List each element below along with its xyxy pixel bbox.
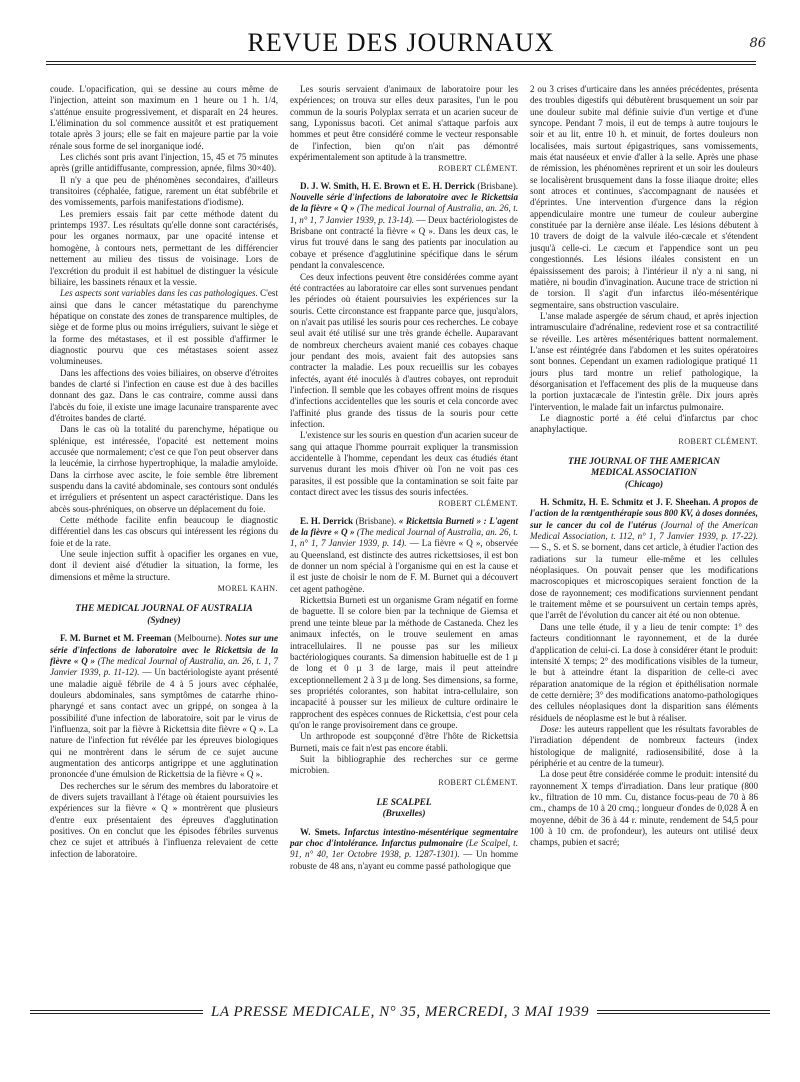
article-authors: W. Smets. <box>300 826 341 837</box>
article-reference: (The medical Journal of Australia, an. 26, t. 1, 7 Janvier 1939, p. 11-12). <box>50 655 278 678</box>
header-rule-double <box>46 64 756 65</box>
journal-title-line1: THE JOURNAL OF THE AMERICAN <box>567 457 721 467</box>
article-reference: (Le Scalpel, t. 91, n° 40, 1er Octobre 1938, p. 1287-1301). <box>290 838 518 860</box>
paragraph: Dans le cas où la totalité du parenchyme, hépatique ou splénique, est intéressée, l'opacité est nettement moins accusée que normalement; c'est ce que l'on peut observer dans la leucémie, la cirrhose hypertrophique, la maladie amyloïde. Dans la cirrhose avec ascite, le foie semble être librement suspendu dans la cavité abdominale, ses contours sont ondulés et irréguliers et présentent un aspect caractéristique. Dans les abcès sous-phréniques, on observe un déplacement du foie. <box>50 424 278 514</box>
signature: ROBERT CLÉMENT. <box>438 164 518 174</box>
article-entry <box>530 497 758 622</box>
paragraph: Il n'y a que peu de phénomènes secondaires, d'ailleurs transitoires (céphalée, fatigue, rarement un état subfébrile et des vomissements, parfois manifestations d'iodisme). <box>50 174 278 208</box>
paragraph: Suit la bibliographie des recherches sur ce germe microbien. <box>290 753 518 776</box>
paragraph: Des recherches sur le sérum des membres du laboratoire et de divers sujets travaillant à l'étage où étaient poursuivies les expériences sur la fièvre « Q » montrèrent que plusieurs d'entre eux présentaient des épreuves d'agglutination positives. On en conclut que les épisodes fébriles survenus chez ce sujet et attribués à l'influenza relevaient de cette infection de laboratoire. <box>50 780 278 859</box>
signature: ROBERT CLÉMENT. <box>438 777 518 787</box>
column-1 <box>50 84 278 860</box>
paragraph-text: les auteurs rappellent que les résultats favorables de l'irradiation dépendent de nombreux facteurs (index histologique de malignité, radiosensibilité, dose à la périphérie et au centre de la tumeur). <box>530 723 758 768</box>
journal-section-title: REVUE DES JOURNAUX <box>247 28 555 57</box>
article-title: Infarctus intestino-mésentérique segmentaire par choc d'intolérance. Infarctus pulmonaire <box>290 826 518 848</box>
journal-title: THE MEDICAL JOURNAL OF AUSTRALIA <box>75 604 253 615</box>
header-rule <box>46 61 756 62</box>
article-affiliation: (Brisbane). <box>474 180 518 191</box>
paragraph: La dose peut être considérée comme le produit: intensité du rayonnement X temps d'irradiation. Dans leur pratique (800 kv., filtration de 10 mm. Cu, distance focus-peau de 70 à 86 cm., champs de 10 à 20 cmq.; longueur d'ondes de 0,028 Å en moyenne, débit de 36 à 44 r. minute, rendement de 54,5 pour 100 à 10 cm. de profondeur), les auteurs ont utilisé deux champs, pubien et sacré; <box>530 769 758 848</box>
paragraph <box>50 288 278 367</box>
paragraph: Un arthropode est soupçonné d'être l'hôte de Rickettsia Burneti, mais ce fait n'est pas encore établi. <box>290 731 518 753</box>
signature: ROBERT CLÉMENT. <box>678 436 758 446</box>
paragraph: Ces deux infections peuvent être considérées comme ayant été contractées au laboratoire car elles sont survenues pendant les périodes où étaient poursuivies les expériences sur la souris. Cette circonstance est frappante parce que, jusqu'alors, on n'avait pas utilisé les souris pour ces recherches. Le cobaye seul avait été utilisé sur une très grande échelle. Auparavant de nombreux chercheurs avaient manié ces cobayes chaque jour pendant des mois, avaient fait des autopsies sans contracter la maladie. Les poux recueillis sur les cobayes infectés, ayant été inoculés à d'autres cobayes, ont reproduit l'infection. Il semble que les cobayes offrent moins de risques d'infections accidentelles que les souris et cela concorde avec l'affinité plus grande des tissus de la souris pour cette infection. <box>290 271 518 429</box>
article-entry <box>50 633 278 780</box>
footer <box>30 1004 770 1034</box>
paragraph <box>530 724 758 769</box>
article-affiliation: (Melbourne). <box>171 633 226 644</box>
journal-city: (Chicago) <box>624 479 664 490</box>
column-3 <box>530 84 758 849</box>
article-entry <box>290 181 518 272</box>
article-affiliation: (Brisbane). <box>353 515 399 526</box>
article-title: Notes sur une série d'infections de laboratoire avec le Rickettsia de la fièvre « Q » <box>50 633 278 666</box>
journal-heading <box>290 798 518 821</box>
journal-heading <box>530 457 758 491</box>
article-authors: E. H. Derrick <box>300 515 354 526</box>
article-text: — Deux bactériologistes de Brisbane ont contracté la fièvre « Q ». Dans les deux cas, le virus fut trouvé dans le sang des patients par inoculation au cobaye et présence d'agglutinine spécifique dans le sérum pendant la convalescence. <box>290 214 518 271</box>
journal-title: LE SCALPEL <box>376 797 432 808</box>
paragraph: Les souris servaient d'animaux de laboratoire pour les expériences; on trouva sur elles deux parasites, l'un le pou commun de la souris Polyplax serrata et un acarien suceur de sang, Lyponissus bacoti. Cet animal s'attaque parfois aux hommes et peut être considéré comme le vecteur responsable de l'infection, bien qu'on n'ait pas démontré expérimentalement son aptitude à la transmettre. <box>290 84 518 163</box>
journal-city: (Bruxelles) <box>382 809 426 820</box>
article-text: — S., S. et S. se bornent, dans cet article, à étudier l'action des radiations sur la tumeur elle-même et les cellules néoplasiques. On pouvait penser que les modifications macroscopiques et microscopiques seraient fonction de la dose de rayonnement; ces modifications surviennent pendant le traitement même et se poursuivent un certain temps après, que l'arrêt de l'évolution du cancer ait été ou non obtenue. <box>530 542 758 621</box>
paragraph: Dans les affections des voies biliaires, on observe d'étroites bandes de clarté si l'infection en cause est due à des bacilles donnant des gaz. Dans le cas contraire, comme aussi dans l'abcès du foie, il existe une image lacunaire transparente avec d'étroites bandes de clarté. <box>50 367 278 423</box>
article-title: A propos de l'action de la rœntgenthérapie sous 800 KV, à doses données, sur le cancer du col de l'utérus <box>530 497 758 530</box>
paragraph: Rickettsia Burneti est un organisme Gram négatif en forme de baguette. Il se colore bien par la technique de Giemsa et prend une teinte bleue par la méthode de Castaneda. Chez les animaux infectés, on le trouve seulement en amas intracellulaires. Il ne pousse pas sur les milieux bactériologiques courants. Sa dimension habituelle est de 1 µ de long et 0 µ 3 de large, mais il peut atteindre exceptionnellement 2 à 3 µ de long. Ses dimensions, sa forme, ses propriétés colorantes, son habitat intra-cellulaire, son incapacité à pousser sur les milieux de culture ordinaire le rapprochent des espèces connues de Rickettsia, c'est pour cela qu'on le range provisoirement dans ce groupe. <box>290 595 518 730</box>
footer-text <box>30 1004 770 1021</box>
article-title: Nouvelle série d'infections de laboratoire avec le Rickettsia de la fièvre « Q » <box>290 192 518 214</box>
article-reference: (Journal of the American Medical Association, t. 112, n° 1, 7 Janvier 1939, p. 17-22). <box>530 519 758 542</box>
journal-city: (Sydney) <box>147 615 181 626</box>
signature: MOREL KAHN. <box>217 584 278 594</box>
article-authors: F. M. Burnet et M. Freeman <box>60 633 172 644</box>
paragraph: Une seule injection suffit à opacifier les organes en vue, dont il devient aisé d'étudier la situation, la forme, les dimensions et même la structure. <box>50 549 278 582</box>
masthead <box>46 28 766 68</box>
column-2 <box>290 84 518 872</box>
paragraph-lead: Dose: <box>540 723 562 734</box>
paragraph: Dans une telle étude, il y a lieu de tenir compte: 1° des facteurs conditionnant le rayonnement, et de la durée d'application de celui-ci. La dose à considérer étant le produit: intensité X temps; 2° des modifications visibles de la tumeur, le but à atteindre étant la disparition de celle-ci avec réparation anatomique de la région et épithélisation normale de cette dernière; 3° des modifications anatomo-pathologiques des cellules néoplasiques dont la disparition sans éléments résiduels de néoplasme est le but à réaliser. <box>530 621 758 723</box>
article-reference: (The medical Journal of Australia, an. 26, t. 1, n° 1, 7 Janvier 1939, p. 14). <box>290 527 518 549</box>
paragraph: Le diagnostic porté a été celui d'infarctus par choc anaphylactique. <box>530 412 758 435</box>
paragraph: L'anse malade aspergée de sérum chaud, et après injection intramusculaire d'adrénaline, redevient rose et sa contractilité se réveille. Les artères mésentériques battent normalement. L'anse est réintégrée dans l'abdomen et les suites opératoires sont bonnes. Cependant un examen radiologique pratiqué 11 jours plus tard montre un relief pathologique, la désorganisation et l'effacement des plis de la muqueuse dans la portion juxtacæcale de l'intestin grêle. Dix jours après l'intervention, le malade fait un infarctus pulmonaire. <box>530 310 758 412</box>
paragraph-text: C'est ainsi que dans le cancer métastatique du parenchyme hépatique on constate des zones de transparence multiples, de siège et de forme plus ou moins irréguliers, suivant le siège et la forme des métastases, et il est possible d'affirmer le diagnostic pourvu que ces métastases soient assez volumineuses. <box>50 288 278 367</box>
article-entry <box>290 827 518 872</box>
article-text: — La fièvre « Q », observée au Queensland, est distincte des autres rickettsioses, il est bon de donner un nom spécial à l'organisme qui en est la cause et il est juste de choisir le nom de F. M. Burnet qui a découvert cet agent pathogène. <box>290 538 518 594</box>
footer-label: LA PRESSE MEDICALE, N° 35, MERCREDI, 3 MAI 1939 <box>203 1004 597 1020</box>
paragraph-lead: Les aspects sont variables dans les cas pathologiques. <box>60 288 258 299</box>
article-authors: D. J. W. Smith, H. E. Brown et E. H. Derrick <box>300 180 475 191</box>
article-entry <box>290 516 518 595</box>
paragraph: Les premiers essais fait par cette méthode datent du printemps 1937. Les résultats qu'elle donne sont caractérisés, pour les organes normaux, par une opacité intense et homogène, à contours nets, permettant de les différencier nettement au milieu des tissus de voisinage. Lors de l'excrétion du produit il est habituel de distinguer la vésicule biliaire, les bassinets rénaux et la vessie. <box>50 208 278 287</box>
page-number: 86 <box>749 36 766 51</box>
article-title: « Rickettsia Burneti » : L'agent de la fièvre « Q » <box>290 515 519 538</box>
signature: ROBERT CLÉMENT. <box>438 499 518 509</box>
journal-heading <box>50 604 278 627</box>
paragraph: coude. L'opacification, qui se dessine au cours même de l'injection, atteint son maximum en 1 heure ou 1 h. 1/4, s'atténue ensuite progressivement, et disparaît en 24 heures. L'élimination du sol commence aussitôt et est pratiquement totale après 3 jours; elle se fait en majeure partie par la voie rénale sous forme de sel inorganique iodé. <box>50 84 278 151</box>
journal-title-line2: MEDICAL ASSOCIATION <box>590 468 697 479</box>
article-authors: H. Schmitz, H. E. Schmitz et J. F. Sheehan. <box>540 497 711 508</box>
paragraph: 2 ou 3 crises d'urticaire dans les années précédentes, présenta des troubles digestifs qui débutèrent brusquement un soir par une douleur subite mal définie suivie d'un vertige et d'une syncope. Pendant 7 mois, il eut de temps à autre toujours le soir et au lit, entre 10 h. et minuit, de fortes douleurs non localisées, mais surtout épigastriques, sans vomissements, mais état nauséeux et envie d'aller à la selle. Après une phase de rémission, les phénomènes reprirent et un soir les douleurs se localisèrent brusquement dans la fosse iliaque droite; elles sont atroces et continues, s'accompagnant de nausées et d'éprintes. Une intervention d'urgence dans la région appendiculaire montre une tumeur de couleur aubergine constituée par la dernière anse iléale. Les lésions débutent à 10 travers de doigt de la valvule iléo-cæcale et s'étendent jusqu'à celle-ci. Le cæcum et l'appendice sont un peu congestionnés. Les lésions iléales consistent en un épaississement des parois; à l'intérieur il n'y a ni sang, ni matière, ni boudin d'invagination. Aucune trace de striction ni de torsion. Il s'agit d'un infarctus iléo-mésentérique segmentaire, sans obstruction vasculaire. <box>530 84 758 310</box>
paragraph: Cette méthode facilite enfin beaucoup le diagnostic différentiel dans les cas obscurs qui intéressent les régions du foie et de la rate. <box>50 515 278 548</box>
article-text: — Un bactériologiste ayant présenté une maladie aiguë fébrile de 4 à 5 jours avec céphalée, douleurs abdominales, sans symptômes de catarrhe rhino-pharyngé et sans contact avec un grippé, on songea à la possibilité d'une infection de laboratoire, soit par le virus de l'influenza, soit par la fièvre à Rickettsia dite fièvre « Q ». La nature de l'infection fut révélée par les épreuves biologiques qui ne montrèrent dans le sérum de ce sujet aucune augmentation des anticorps antigrippe et une agglutination prononcée d'une émulsion de Rickettsia de la fièvre « Q ». <box>50 667 278 780</box>
paragraph: Les clichés sont pris avant l'injection, 15, 45 et 75 minutes après (grille antidiffusante, compression, apnée, films 30×40). <box>50 152 278 174</box>
paragraph: L'existence sur les souris en question d'un acarien suceur de sang qui attaque l'homme pourrait expliquer la transmission accidentelle à l'homme, cependant les deux cas étudiés étant survenus durant les mois d'hiver où l'on ne voit pas ces parasites, il est possible que la contamination se soit faite par contact direct avec les tissus des souris infectées. <box>290 430 518 498</box>
article-text: — Un homme robuste de 48 ans, n'ayant eu comme passé pathologique que <box>290 849 518 871</box>
article-reference: (The medical Journal of Australia, an. 26, t. 1, n° 1, 7 Janvier 1939, p. 13-14). <box>290 203 518 225</box>
